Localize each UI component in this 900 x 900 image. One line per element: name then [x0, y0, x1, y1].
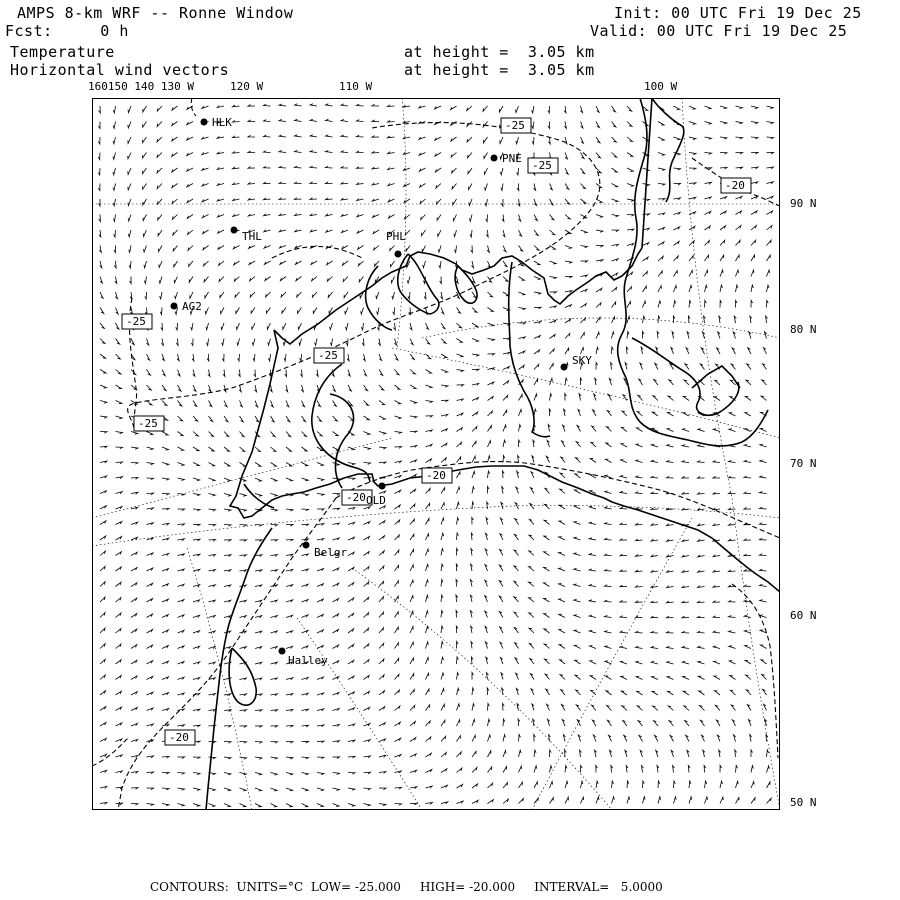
svg-text:-25: -25 — [126, 315, 146, 328]
svg-text:-25: -25 — [532, 159, 552, 172]
svg-text:-20: -20 — [346, 491, 366, 504]
field-wind: Horizontal wind vectors — [10, 61, 230, 79]
svg-text:PNE: PNE — [502, 152, 522, 165]
map-panel — [92, 98, 780, 810]
contour-legend: CONTOURS: UNITS=°C LOW= -25.000 HIGH= -20.000 INTERVAL= 5.0000 — [150, 880, 663, 894]
lon-label-160-130: 160150 140 130 W — [88, 80, 194, 93]
contour-label-1 — [501, 118, 531, 133]
svg-text:-25: -25 — [318, 349, 338, 362]
svg-text:Halley: Halley — [288, 654, 328, 667]
height-wind: at height = 3.05 km — [404, 61, 595, 79]
map-title: AMPS 8-km WRF -- Ronne Window — [17, 4, 294, 22]
contour-label-3 — [721, 178, 751, 193]
svg-text:OLD: OLD — [366, 494, 386, 507]
lon-label-100: 100 W — [644, 80, 678, 93]
lat-label-70: 70 N — [790, 457, 817, 470]
svg-text:AG2: AG2 — [182, 300, 202, 313]
contour-label-2 — [528, 158, 558, 173]
contour-label-9 — [165, 730, 195, 745]
lat-label-50: 50 N — [790, 796, 817, 809]
lon-label-120: 120 W — [230, 80, 264, 93]
init-time: Init: 00 UTC Fri 19 Dec 25 — [614, 4, 862, 22]
contour-label-6 — [134, 416, 164, 431]
forecast-hour: Fcst: 0 h — [5, 22, 129, 40]
lat-label-80: 80 N — [790, 323, 817, 336]
svg-text:Belgr: Belgr — [314, 546, 348, 559]
field-temperature: Temperature — [10, 43, 115, 61]
contour-label-5 — [314, 348, 344, 363]
svg-text:PHL: PHL — [386, 230, 406, 243]
lat-label-90: 90 N — [790, 197, 817, 210]
svg-text:-20: -20 — [169, 731, 189, 744]
svg-text:-20: -20 — [725, 179, 745, 192]
svg-text:THL: THL — [242, 230, 262, 243]
height-temperature: at height = 3.05 km — [404, 43, 595, 61]
contour-label-7 — [422, 468, 452, 483]
contour-label-4 — [122, 314, 152, 329]
svg-text:-20: -20 — [426, 469, 446, 482]
svg-text:-25: -25 — [505, 119, 525, 132]
lat-label-60: 60 N — [790, 609, 817, 622]
lon-label-110: 110 W — [339, 80, 373, 93]
svg-text:SKY: SKY — [572, 354, 592, 367]
svg-text:-25: -25 — [138, 417, 158, 430]
svg-text:HLK: HLK — [212, 116, 232, 129]
valid-time: Valid: 00 UTC Fri 19 Dec 25 — [590, 22, 848, 40]
